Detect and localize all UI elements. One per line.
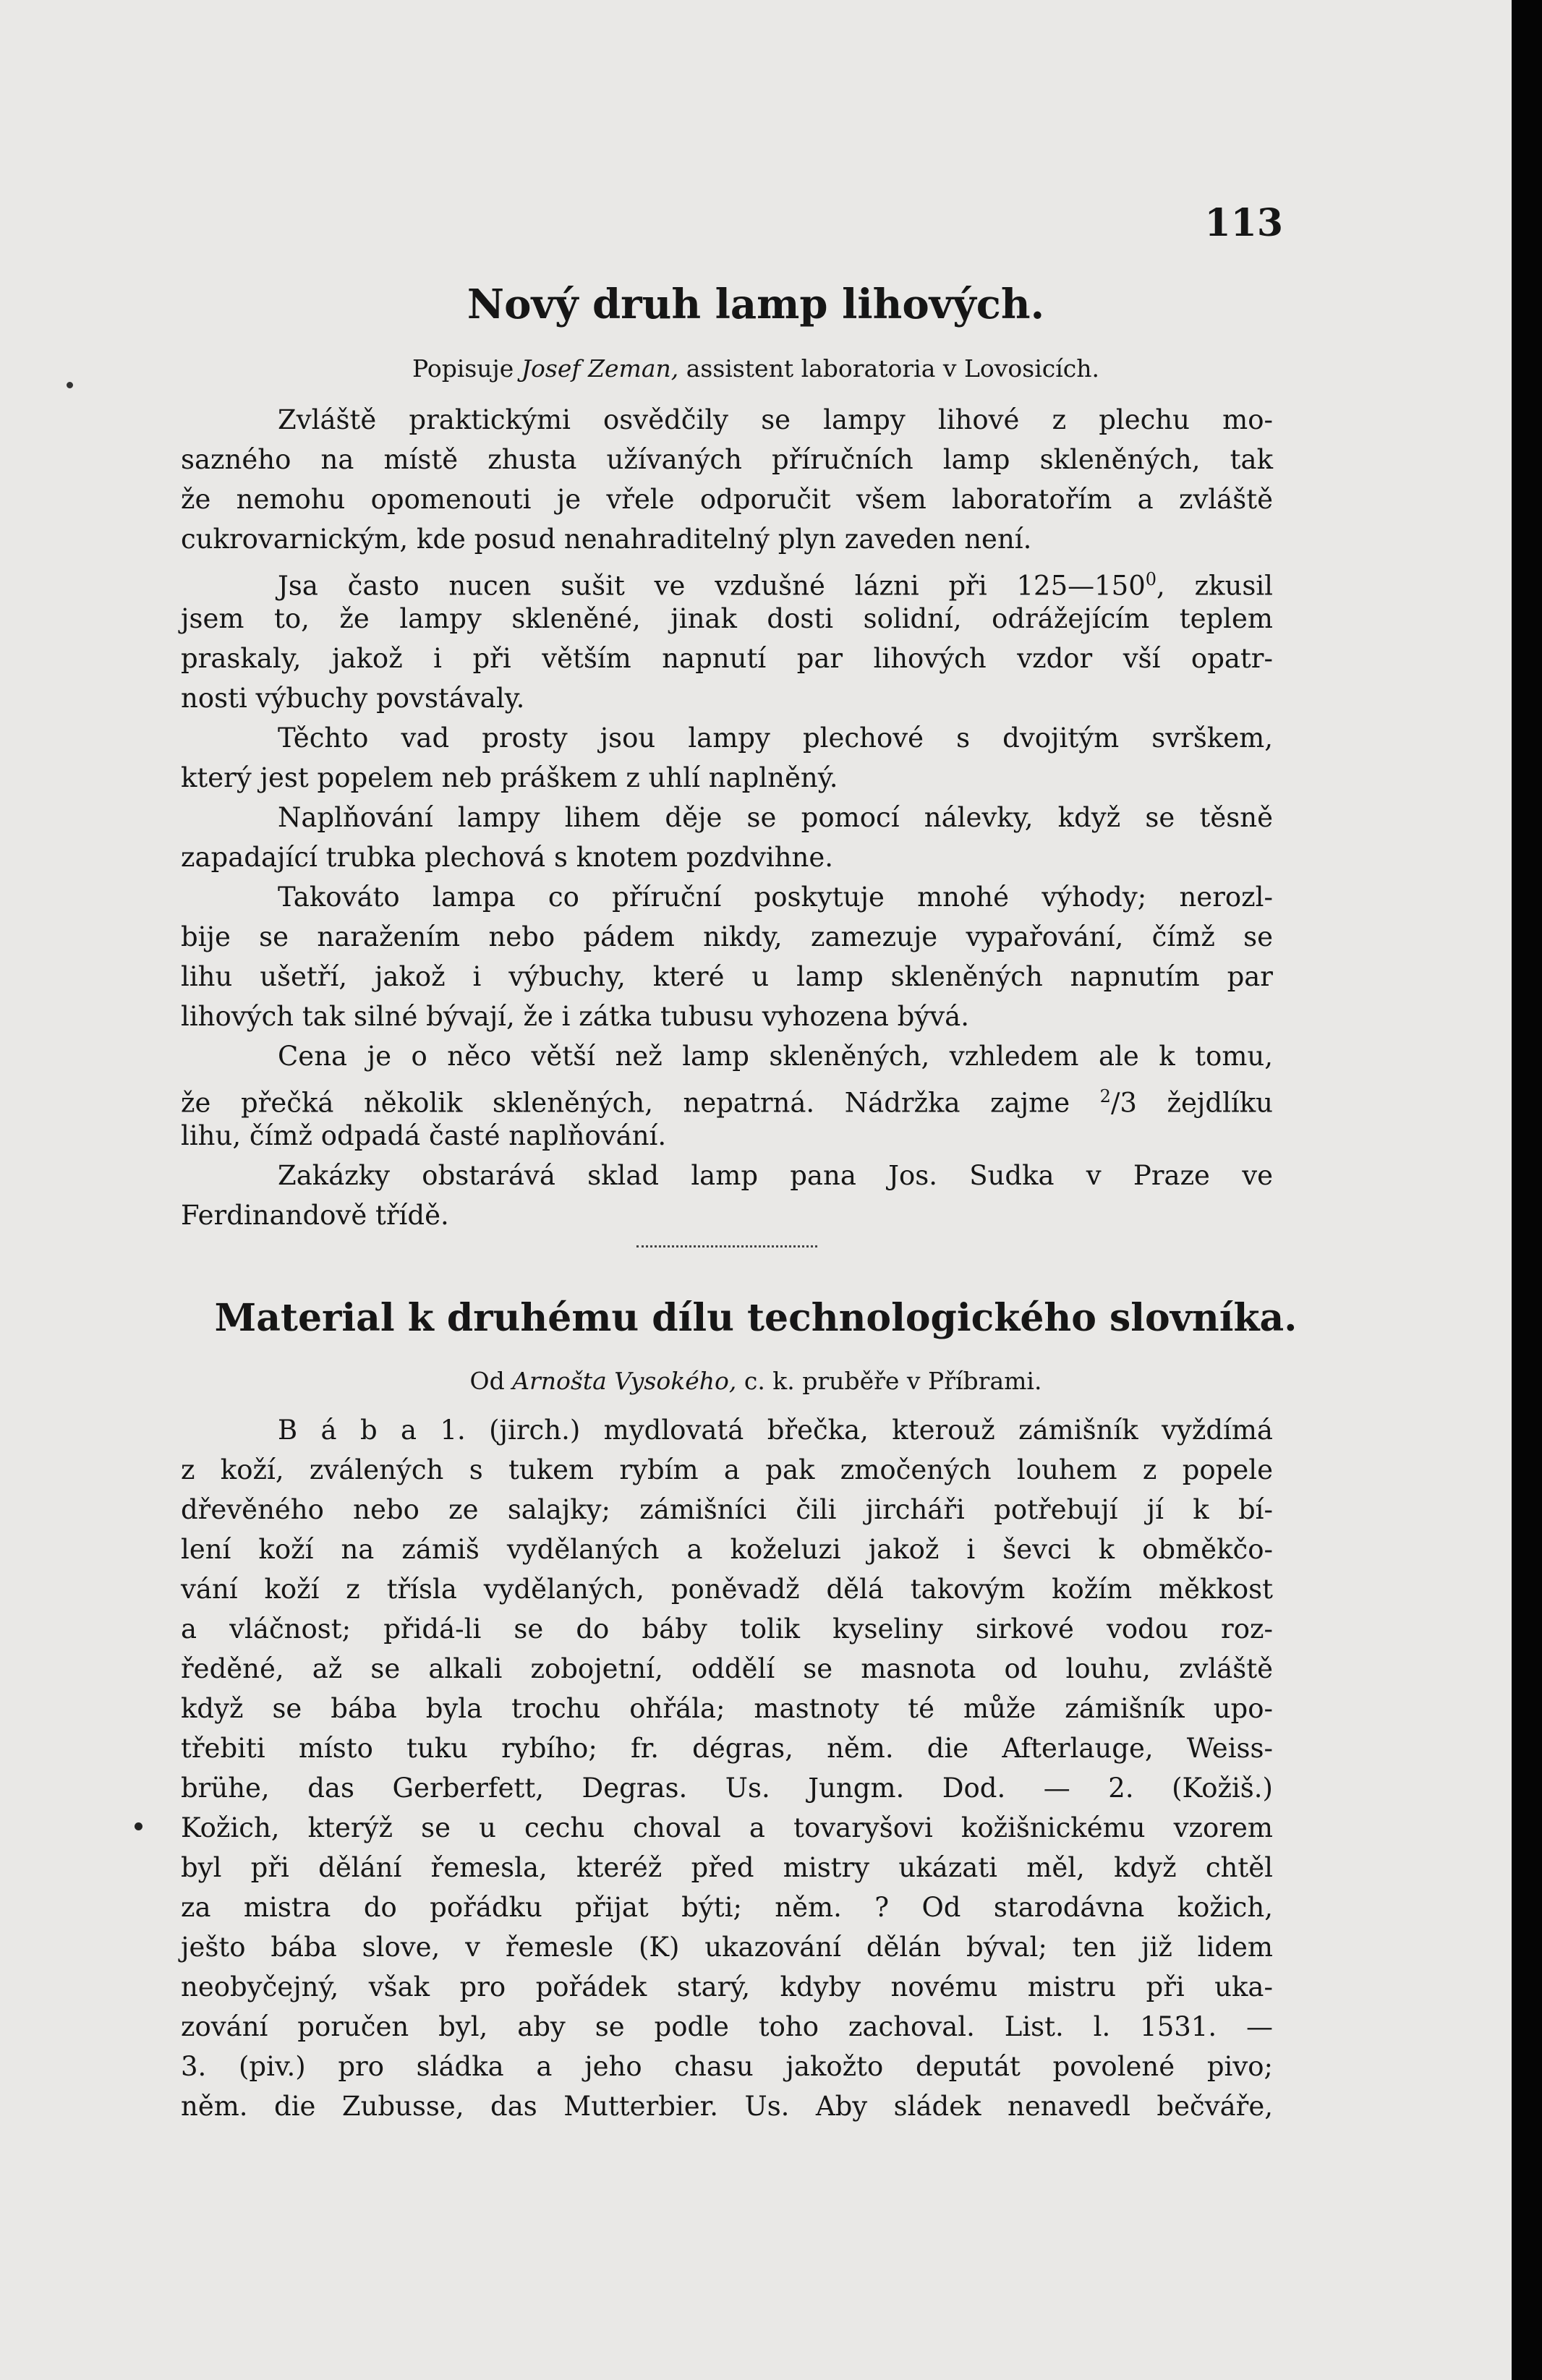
page-number: 113 xyxy=(1204,201,1283,245)
text-line: dřevěného nebo ze salajky; zámišníci čili jircháři potřebují jí k bí- xyxy=(181,1494,1273,1525)
byline-prefix: Popisuje xyxy=(412,354,521,383)
text-line xyxy=(181,1078,1273,1122)
text-line: Zvláště praktickými osvědčily se lampy lihové z plechu mo- xyxy=(278,404,1273,435)
text-line: lení koží na zámiš vydělaných a koželuzi jakož i ševci k obměkčo- xyxy=(181,1534,1273,1565)
text-line: a vláčnost; přidá-li se do báby tolik kyseliny sirkové vodou roz- xyxy=(181,1613,1273,1645)
text-line: Takováto lampa co příruční poskytuje mnohé výhody; nerozl- xyxy=(278,882,1273,913)
text-line: lihových tak silné bývají, že i zátka tubusu vyhozena bývá. xyxy=(181,1001,969,1032)
text-line: lihu ušetří, jakož i výbuchy, které u lamp skleněných napnutím par xyxy=(181,961,1273,992)
text-line: Těchto vad prosty jsou lampy plechové s dvojitým svrškem, xyxy=(278,722,1273,754)
scan-speck xyxy=(67,382,73,388)
byline-suffix: assistent laboratoria v Lovosicích. xyxy=(678,354,1100,383)
degree-superscript: 0 xyxy=(1145,569,1157,589)
text-line: neobyčejný, však pro pořádek starý, kdyby novému mistru při uka- xyxy=(181,1971,1273,2002)
text-line: 3. (piv.) pro sládka a jeho chasu jakožto deputát povolené pivo; xyxy=(181,2051,1273,2082)
text-fragment: , zkusil xyxy=(1156,570,1274,602)
text-line: B á b a 1. (jirch.) mydlovatá břečka, kterouž zámišník vyždímá xyxy=(278,1415,1273,1446)
fraction-denominator: /3 xyxy=(1110,1087,1137,1119)
text-line: sazného na místě zhusta užívaných příručních lamp skleněných, tak xyxy=(181,444,1273,475)
section-divider xyxy=(636,1245,817,1247)
byline-author: Arnošta Vysokého, xyxy=(512,1367,737,1395)
text-line: z koží, zválených s tukem rybím a pak zmočených louhem z popele xyxy=(181,1454,1273,1485)
text-fragment: že přečká několik skleněných, nepatrná. Nádržka zajme xyxy=(181,1087,1070,1119)
text-line: byl při dělání řemesla, kteréž před mistry ukázati měl, když chtěl xyxy=(181,1852,1273,1883)
text-line: Ferdinandově třídě. xyxy=(181,1200,449,1231)
text-line: Naplňování lampy lihem děje se pomocí nálevky, když se těsně xyxy=(278,802,1273,833)
text-line: brühe, das Gerberfett, Degras. Us. Jungm. Dod. — 2. (Kožiš.) xyxy=(181,1773,1273,1804)
byline-author: Josef Zeman, xyxy=(521,354,679,383)
text-line: Cena je o něco větší než lamp skleněných, vzhledem ale k tomu, xyxy=(278,1041,1273,1072)
fraction-numerator: 2 xyxy=(1099,1086,1111,1106)
text-line: že nemohu opomenouti je vřele odporučit všem laboratořím a zvláště xyxy=(181,484,1273,515)
text-line: cukrovarnickým, kde posud nenahraditelný plyn zaveden není. xyxy=(181,524,1032,555)
article-title: Nový druh lamp lihových. xyxy=(467,281,1045,328)
text-line: ješto bába slove, v řemesle (K) ukazování dělán býval; ten již lidem xyxy=(181,1932,1273,1963)
text-line: za mistra do pořádku přijat býti; něm. ? Od starodávna kožich, xyxy=(181,1892,1273,1923)
text-line: Kožich, kterýž se u cechu choval a tovaryšovi kožišnickému vzorem xyxy=(181,1812,1273,1843)
article-byline xyxy=(0,354,1512,383)
text-line: třebiti místo tuku rybího; fr. dégras, něm. die Afterlauge, Weiss- xyxy=(181,1733,1273,1764)
text-line: Zakázky obstarává sklad lamp pana Jos. Sudka v Praze ve xyxy=(278,1160,1273,1191)
byline-suffix: c. k. pruběře v Příbrami. xyxy=(736,1367,1042,1395)
text-line: nosti výbuchy povstávaly. xyxy=(181,683,525,714)
text-line xyxy=(278,560,1273,605)
scan-speck xyxy=(135,1822,142,1830)
text-line: něm. die Zubusse, das Mutterbier. Us. Aby sládek nenavedl bečváře, xyxy=(181,2091,1273,2122)
text-fragment: žejdlíku xyxy=(1136,1087,1273,1119)
text-line: bije se naražením nebo pádem nikdy, zamezuje vypařování, čímž se xyxy=(181,921,1273,952)
article-byline xyxy=(0,1367,1512,1395)
scan-border xyxy=(1512,0,1542,2380)
text-line: když se bába byla trochu ohřála; mastnoty té může zámišník upo- xyxy=(181,1693,1273,1724)
text-line: lihu, čímž odpadá časté naplňování. xyxy=(181,1120,667,1151)
text-line: zapadající trubka plechová s knotem pozdvihne. xyxy=(181,842,834,873)
text-line: který jest popelem neb práškem z uhlí naplněný. xyxy=(181,762,838,793)
article-title: Material k druhému dílu technologického slovníka. xyxy=(214,1296,1298,1340)
byline-prefix: Od xyxy=(469,1367,513,1395)
text-line: vání koží z třísla vydělaných, poněvadž dělá takovým kožím měkkost xyxy=(181,1574,1273,1605)
text-line: jsem to, že lampy skleněné, jinak dosti solidní, odrážejícím teplem xyxy=(181,603,1273,634)
text-line: praskaly, jakož i při větším napnutí par lihových vzdor vší opatr- xyxy=(181,643,1273,674)
text-line: ředěné, až se alkali zobojetní, oddělí se masnota od louhu, zvláště xyxy=(181,1653,1273,1684)
text-fragment: Jsa často nucen sušit ve vzdušné lázni při 125—150 xyxy=(278,570,1146,602)
text-line: zování poručen byl, aby se podle toho zachoval. List. l. 1531. — xyxy=(181,2011,1273,2042)
